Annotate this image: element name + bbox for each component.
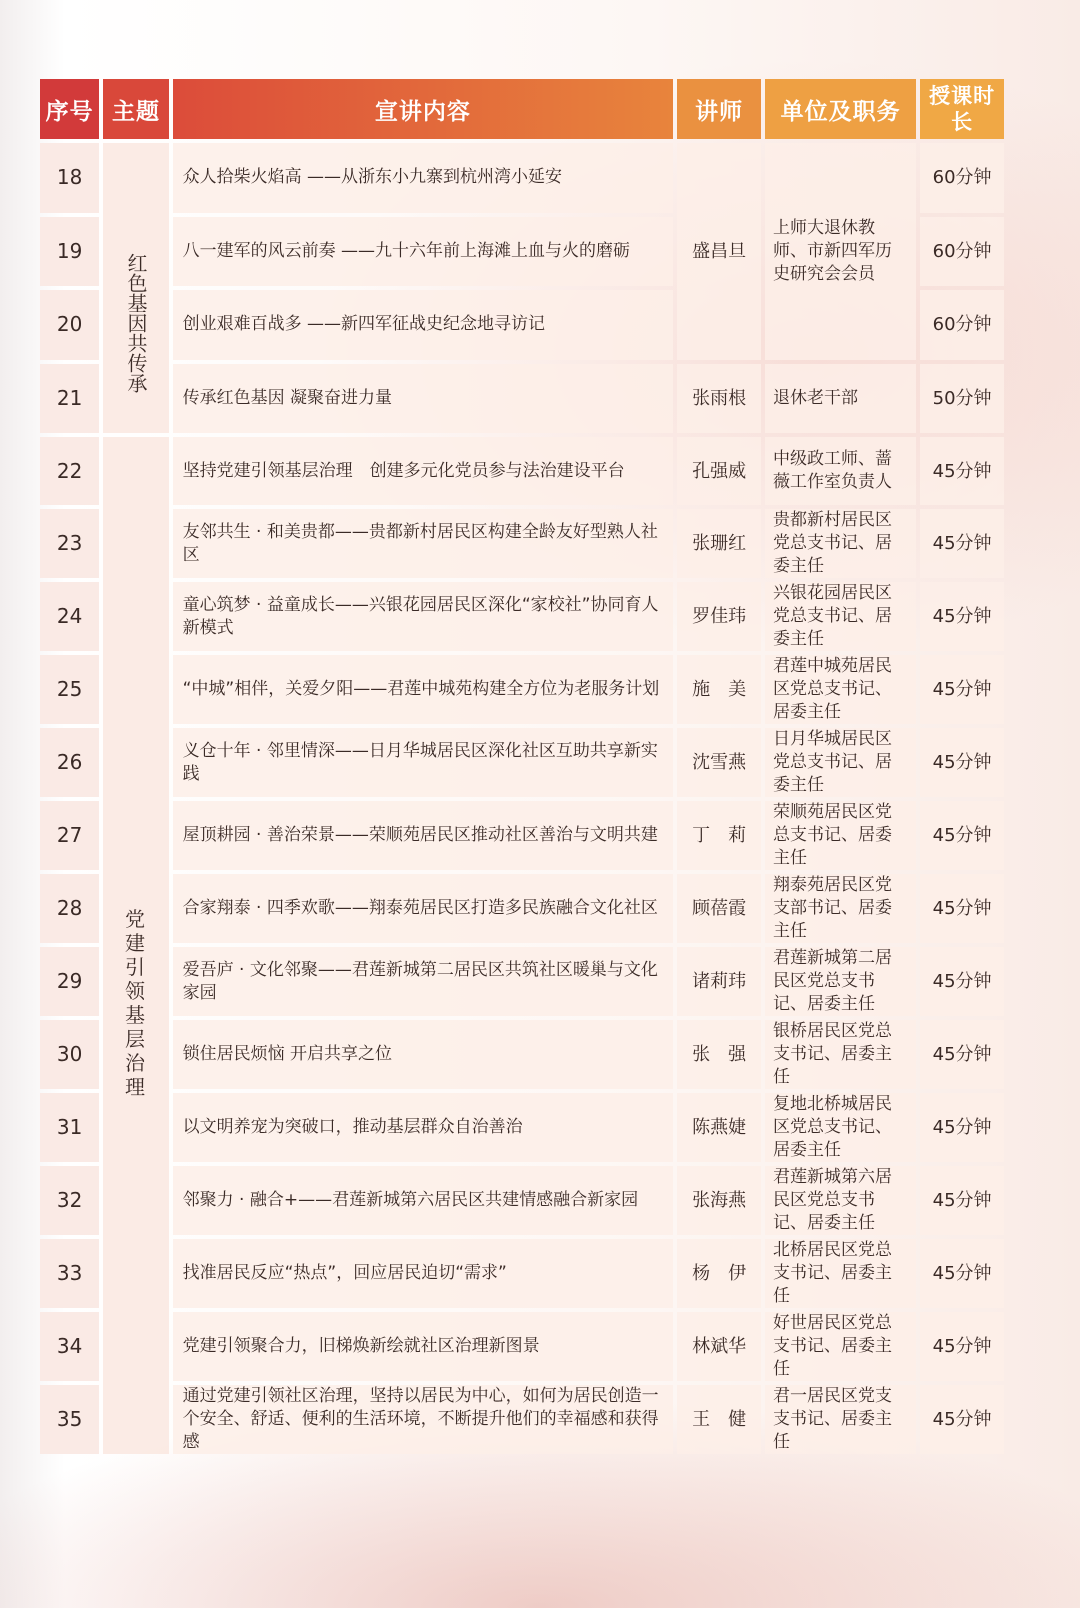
row-lecturer: 林斌华 bbox=[677, 1312, 761, 1381]
table-row bbox=[40, 655, 1004, 724]
header-unit: 单位及职务 bbox=[765, 79, 916, 139]
row-unit: 中级政工师、蔷薇工作室负责人 bbox=[765, 437, 916, 505]
row-unit: 银桥居民区党总支书记、居委主任 bbox=[765, 1020, 916, 1089]
row-content: 爱吾庐 · 文化邻聚——君莲新城第二居民区共筑社区暖巢与文化家园 bbox=[173, 947, 674, 1016]
row-seq: 31 bbox=[40, 1093, 99, 1162]
row-content: 党建引领聚合力，旧梯焕新绘就社区治理新图景 bbox=[173, 1312, 674, 1381]
row-duration: 45分钟 bbox=[920, 437, 1004, 505]
table-row bbox=[40, 143, 1004, 213]
row-unit: 复地北桥城居民区党总支书记、居委主任 bbox=[765, 1093, 916, 1162]
row-seq: 35 bbox=[40, 1385, 99, 1454]
row-duration: 45分钟 bbox=[920, 582, 1004, 651]
row-seq: 22 bbox=[40, 437, 99, 505]
row-duration: 50分钟 bbox=[920, 364, 1004, 434]
row-duration: 45分钟 bbox=[920, 801, 1004, 870]
row-duration: 45分钟 bbox=[920, 1020, 1004, 1089]
row-lecturer: 丁 莉 bbox=[677, 801, 761, 870]
lecture-schedule-table bbox=[36, 75, 1008, 1458]
header-content: 宣讲内容 bbox=[173, 79, 674, 139]
table-row bbox=[40, 1312, 1004, 1381]
row-content: 邻聚力 · 融合+——君莲新城第六居民区共建情感融合新家园 bbox=[173, 1166, 674, 1235]
row-content: 坚持党建引领基层治理 创建多元化党员参与法治建设平台 bbox=[173, 437, 674, 505]
table-row bbox=[40, 437, 1004, 505]
row-lecturer: 沈雪燕 bbox=[677, 728, 761, 797]
row-content: 合家翔泰 · 四季欢歌——翔泰苑居民区打造多民族融合文化社区 bbox=[173, 874, 674, 943]
table-row bbox=[40, 1166, 1004, 1235]
row-unit: 荣顺苑居民区党总支书记、居委主任 bbox=[765, 801, 916, 870]
row-unit: 贵都新村居民区党总支书记、居委主任 bbox=[765, 509, 916, 578]
row-unit: 北桥居民区党总支书记、居委主任 bbox=[765, 1239, 916, 1308]
row-lecturer: 顾蓓霞 bbox=[677, 874, 761, 943]
row-unit: 君一居民区党支支书记、居委主任 bbox=[765, 1385, 916, 1454]
table-row bbox=[40, 874, 1004, 943]
row-content: “中城”相伴，关爱夕阳——君莲中城苑构建全方位为老服务计划 bbox=[173, 655, 674, 724]
row-content: 锁住居民烦恼 开启共享之位 bbox=[173, 1020, 674, 1089]
row-seq: 21 bbox=[40, 364, 99, 434]
row-seq: 25 bbox=[40, 655, 99, 724]
theme-party-label: 党建引领基层治理 bbox=[124, 907, 145, 1099]
row-seq: 24 bbox=[40, 582, 99, 651]
row-lecturer: 杨 伊 bbox=[677, 1239, 761, 1308]
row-content: 通过党建引领社区治理，坚持以居民为中心，如何为居民创造一个安全、舒适、便利的生活环境，不断提升他们的幸福感和获得感 bbox=[173, 1385, 674, 1454]
row-seq: 18 bbox=[40, 143, 99, 213]
row-content: 创业艰难百战多 ——新四军征战史纪念地寻访记 bbox=[173, 290, 674, 360]
row-content: 友邻共生 · 和美贵都——贵都新村居民区构建全龄友好型熟人社区 bbox=[173, 509, 674, 578]
row-unit: 君莲中城苑居民区党总支书记、居委主任 bbox=[765, 655, 916, 724]
row-lecturer: 陈燕婕 bbox=[677, 1093, 761, 1162]
row-seq: 33 bbox=[40, 1239, 99, 1308]
row-unit: 兴银花园居民区党总支书记、居委主任 bbox=[765, 582, 916, 651]
theme-red-label: 红色基因共传承 bbox=[123, 253, 148, 393]
header-row bbox=[40, 79, 1004, 139]
row-seq: 27 bbox=[40, 801, 99, 870]
row-duration: 60分钟 bbox=[920, 217, 1004, 287]
row-unit: 君莲新城第二居民区党总支书记、居委主任 bbox=[765, 947, 916, 1016]
row-duration: 45分钟 bbox=[920, 1312, 1004, 1381]
theme-cell-party bbox=[103, 437, 168, 1454]
row-seq: 26 bbox=[40, 728, 99, 797]
header-theme: 主题 bbox=[103, 79, 168, 139]
row-lecturer: 诸莉玮 bbox=[677, 947, 761, 1016]
row-content: 传承红色基因 凝聚奋进力量 bbox=[173, 364, 674, 434]
table-row bbox=[40, 1020, 1004, 1089]
row-lecturer: 王 健 bbox=[677, 1385, 761, 1454]
row-lecturer: 张 强 bbox=[677, 1020, 761, 1089]
table-row bbox=[40, 728, 1004, 797]
table-row bbox=[40, 509, 1004, 578]
row-seq: 20 bbox=[40, 290, 99, 360]
row-unit: 君莲新城第六居民区党总支书记、居委主任 bbox=[765, 1166, 916, 1235]
row-seq: 34 bbox=[40, 1312, 99, 1381]
table-row bbox=[40, 1093, 1004, 1162]
row-unit: 日月华城居民区党总支书记、居委主任 bbox=[765, 728, 916, 797]
table-row bbox=[40, 1385, 1004, 1454]
row-seq: 23 bbox=[40, 509, 99, 578]
row-lecturer: 张雨根 bbox=[677, 364, 761, 434]
row-duration: 45分钟 bbox=[920, 1093, 1004, 1162]
row-unit: 上师大退休教师、市新四军历史研究会会员 bbox=[765, 143, 916, 360]
row-seq: 30 bbox=[40, 1020, 99, 1089]
row-duration: 45分钟 bbox=[920, 509, 1004, 578]
row-duration: 45分钟 bbox=[920, 1166, 1004, 1235]
row-unit: 翔泰苑居民区党支部书记、居委主任 bbox=[765, 874, 916, 943]
table-row bbox=[40, 582, 1004, 651]
row-unit: 退休老干部 bbox=[765, 364, 916, 434]
row-duration: 60分钟 bbox=[920, 290, 1004, 360]
header-seq: 序号 bbox=[40, 79, 99, 139]
row-duration: 45分钟 bbox=[920, 655, 1004, 724]
row-duration: 45分钟 bbox=[920, 947, 1004, 1016]
row-content: 找准居民反应“热点”，回应居民迫切“需求” bbox=[173, 1239, 674, 1308]
row-duration: 60分钟 bbox=[920, 143, 1004, 213]
table-row bbox=[40, 801, 1004, 870]
row-lecturer: 孔强威 bbox=[677, 437, 761, 505]
table-row bbox=[40, 364, 1004, 434]
row-lecturer: 施 美 bbox=[677, 655, 761, 724]
row-duration: 45分钟 bbox=[920, 728, 1004, 797]
row-duration: 45分钟 bbox=[920, 1239, 1004, 1308]
row-duration: 45分钟 bbox=[920, 874, 1004, 943]
row-content: 众人拾柴火焰高 ——从浙东小九寨到杭州湾小延安 bbox=[173, 143, 674, 213]
row-lecturer: 罗佳玮 bbox=[677, 582, 761, 651]
table-row bbox=[40, 947, 1004, 1016]
row-lecturer: 张海燕 bbox=[677, 1166, 761, 1235]
row-duration: 45分钟 bbox=[920, 1385, 1004, 1454]
row-seq: 29 bbox=[40, 947, 99, 1016]
row-unit: 好世居民区党总支书记、居委主任 bbox=[765, 1312, 916, 1381]
row-seq: 32 bbox=[40, 1166, 99, 1235]
row-content: 义仓十年 · 邻里情深——日月华城居民区深化社区互助共享新实践 bbox=[173, 728, 674, 797]
header-lecturer: 讲师 bbox=[677, 79, 761, 139]
theme-cell-red bbox=[103, 143, 168, 433]
row-seq: 28 bbox=[40, 874, 99, 943]
row-content: 童心筑梦 · 益童成长——兴银花园居民区深化“家校社”协同育人新模式 bbox=[173, 582, 674, 651]
row-lecturer: 张珊红 bbox=[677, 509, 761, 578]
row-lecturer: 盛昌旦 bbox=[677, 143, 761, 360]
row-content: 以文明养宠为突破口，推动基层群众自治善治 bbox=[173, 1093, 674, 1162]
row-content: 八一建军的风云前奏 ——九十六年前上海滩上血与火的磨砺 bbox=[173, 217, 674, 287]
row-content: 屋顶耕园 · 善治荣景——荣顺苑居民区推动社区善治与文明共建 bbox=[173, 801, 674, 870]
header-duration: 授课时长 bbox=[920, 79, 1004, 139]
table-row bbox=[40, 1239, 1004, 1308]
row-seq: 19 bbox=[40, 217, 99, 287]
